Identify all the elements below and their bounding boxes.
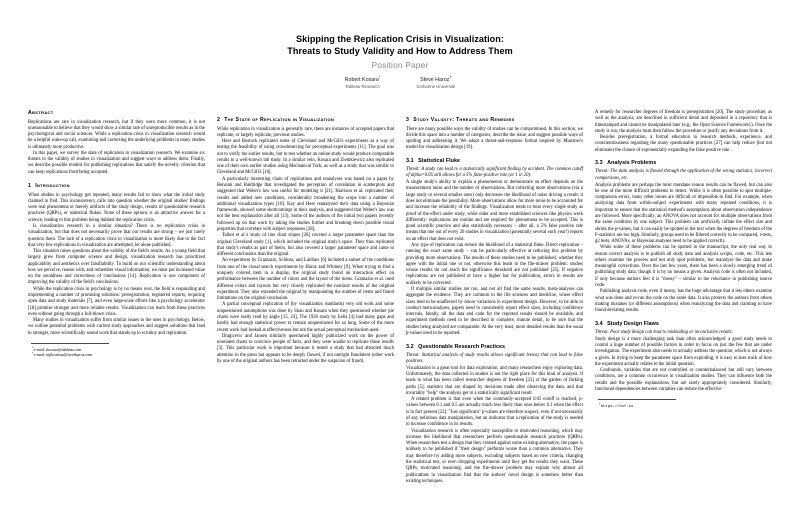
section-paragraph: While the replication crisis in psychology is by no means over, the field is responding and implementing a number of promising solutions: preregistration, registered reports, requiring open data and study materials [7], and even large-scale efforts like a psychology accelerator [18] promise stronger and more reliable results. Visualization can learn from these practices even without going through a full-blown crisis. bbox=[28, 286, 205, 317]
subsection-paragraph: Any type of replication can reduce the likelihood of a statistical fluke. Direct replication – running the exact same study – can be particularly effective at reducing this problem by providing more observations. The results of these studies need to be published, whether they agree with the initial one or not, otherwise this leads to the file-drawer problem: studies whose results do not reach the significance threshold are not published [25]. If negative replications are not published or have a higher bar for publication, errors in results are unlikely to be corrected. bbox=[406, 243, 583, 286]
subsection-paragraph: Analysis problems are perhaps the most mundane reason results can be flawed, but can also be one of the more difficult problems to detect. While it is often possible to spot multiple-comparison errors, many other issues are difficult or impossible to find. For example, when analyzing data from within-subject experiments with many repeated conditions, it is important to ensure that the statistical method's assumptions about observation independence are followed. More specifically, an ANOVA does not account for multiple observations from the same condition by one subject. This problem can artificially inflate the effect size and shrink the p-values, but it can easily be spotted in the text when the degrees of freedom of the F-statistics are too high. Similarly, groups need to be filtered correctly to be compared, t-tests, g2 tests, ANOVAs, or Bayesian analyses need to be applied correctly. bbox=[595, 182, 772, 245]
subsection-title: Study Design Flaws bbox=[607, 320, 659, 327]
subsection-paragraph: If multiple similar studies are run, and not all find the same results, meta-analyses can aggregate the evidence. They are common in the life sciences and medicine, where effect sizes tend to be unaffected by minor variations in experiment design. However, to be able to conduct meta-analyses, papers need to consistently report effect sizes, including confidence intervals. Ideally, all the data and code for the reported results should be available, and experiment methods need to be described in complete, minute detail, to be sure that the studies being analyzed are comparable. At the very least, more detailed results than the usual p-values need to be reported. bbox=[406, 286, 583, 336]
subsection-heading-questionable-research-practices bbox=[406, 344, 583, 350]
abstract-paragraph: Replications are rare in visualization research, but if they were more common, it is not unreasonable to believe that they would show a similar rate of unreproducible results as in the psychological and social sciences. While a replication crisis in visualization research would be a helpful wake-up call, examining and correcting the underlying problems in many studies is ultimately more productive. bbox=[28, 119, 205, 150]
paper-subtitle: Position Paper bbox=[371, 59, 429, 70]
subsection-title: Questionable Research Practices bbox=[418, 343, 506, 350]
subsection-heading-study-design-flaws bbox=[595, 321, 772, 327]
title-line-2: Threats to Study Validity and How to Address Them bbox=[287, 45, 513, 56]
column-2 bbox=[217, 110, 394, 499]
subsection-paragraph: A related problem is that even when the commonly-accepted 0.05 cutoff is reached, p-values between 0.1 and 0.5 are actually much less likely than ones below 0.1 when the effect is in fact present [22]. "Just significant" p-values are therefore suspect, even if not necessarily of any nefarious data manipulation, but an indicator that a replication of the study is needed to increase confidence in its results. bbox=[406, 397, 583, 428]
subsection-title: Statistical Fluke bbox=[418, 158, 461, 165]
section-paragraph: A particularly interesting chain of replications and reanalyses was based on a paper by Rensink and Baldridge that investigated the perception of correlation in scatterplots and suggested that Weber's law was useful for modeling it [21]. Harrison et al. replicated their results and added new conditions, considerably broadening the scope into a number of additional visualization types [10]. Kay and Heer reanalyzed their data using a Bayesian framework, showed some shortcomings in their analysis, and suggested that Weber's law was not the best explanation after all [13]. Some of the authors of the initial two papers recently followed up on that work by taking the studies further and breaking down possible visual properties that correlate with subject responses [28]. bbox=[217, 176, 394, 232]
author-list bbox=[28, 73, 772, 90]
section-paragraph: An experiment by Gramazio, Schloss, and Laidlaw [6] included a subset of the conditions from one of the visual search experiments by Haroz and Whitney [9]. When trying to find a uniquely colored item in a display, the original study found an interaction effect on performance between the number of colors and the layout of the items. Gramazio et al. used different colors and layouts but very closely replicated the nominal results of the original experiment. They also extended the original by manipulating the number of items and found limitations on the original conclusion. bbox=[217, 258, 394, 302]
section-number: 1 bbox=[28, 183, 32, 190]
abstract-paragraph: In this paper, we survey the state of replication in visualization research. We examine six threats to the validity of studies in visualization and suggest ways to address them. Finally, we describe possible models for publishing replications that satisfy the novelty criterion that can keep replications from being accepted. bbox=[28, 150, 205, 175]
subsection-paragraph: Besides preregistration, a formal education in research methods, experience, and conscientiousness regarding the many questionable practices [27] can help reduce (but not eliminate) the chance of exponentially expanding the false positive rate. bbox=[595, 135, 772, 153]
author-entry bbox=[344, 73, 381, 90]
threat-label: Threat: bbox=[406, 352, 420, 358]
footnote-url: https://osf.io bbox=[600, 404, 634, 409]
threat-label: Threat: bbox=[595, 169, 609, 175]
footnote-marker: † bbox=[32, 350, 34, 355]
section-paragraph: When studies in psychology get repeated, many results fail to show what the initial study claimed to find. This inconsistency calls into question whether the original studies' findings were real phenomena or merely artifacts of the study design, results of questionable research practices (QRPs), or statistical flukes. None of these options is an attractive answer for a science, leading to this problem being dubbed the replication crisis. bbox=[28, 192, 205, 223]
section-paragraph: This situation raises questions about the validity of the field's results. As a young field that largely grew from computer science and design, visualization research has prioritized applicability and aesthetics over falsifiability. To build on our scientific understanding about how we perceive, reason with, and remember visual information, we must put increased value on the soundness and correctness of conclusions [14]. Replication is one component of improving the validity of the field's conclusions. bbox=[28, 249, 205, 286]
subsection-paragraph: A single study's ability to explain a phenomenon or demonstrate an effect depends on the measurement noise and the number of observations. But collecting more observations (via a large study or several smaller ones) only decreases the likelihood of noise driving a result; it does not eliminate the possibility. More observations allow for more noise to be accounted for and increase the reliability of the findings. Visualization tends to treat every single study as proof of the effect under study, while older and more established sciences like physics work differently: replications are routine and are required for phenomena to be accepted. This is good scientific practice and also statistically necessary – after all, a 5% false positive rate means that one out of every 20 studies in visualization (potentially several each year!) reports on an effect that does not exist. bbox=[406, 180, 583, 242]
column-4 bbox=[595, 110, 772, 499]
subsection-paragraph: Publishing analysis code, even if messy, has the huge advantage that it lets others examine what was done and re-run the code on the same data. It also protects the authors from others making mistakes (or different assumptions) when reanalyzing the data and claiming to have found deviating results. bbox=[595, 289, 772, 314]
page-title bbox=[235, 34, 565, 57]
author-affiliation: Tableau Research bbox=[345, 83, 380, 89]
section-number: 2 bbox=[217, 117, 221, 123]
section-paragraph: Heer and Bostock replicated some of Cleveland and McGill's experiments as a way of testing the feasibility of using crowdsourcing for perceptual experiments [11]. The goal was not to verify the earlier results, but to test whether an online study would produce comparable results to a well-known lab study. In a similar vein, Kosara and Ziemkiewicz also replicated one of their own earlier studies using Mechanical Turk, as well as a study that was similar to Cleveland and McGill's [16]. bbox=[217, 139, 394, 176]
subsection-heading-statistical-fluke bbox=[406, 158, 583, 164]
threat-text: The data analysis is flawed through the application of the wrong statistics, incorrect comparisons, etc. bbox=[595, 169, 772, 181]
footnote-item bbox=[595, 403, 772, 410]
author-footnote-marker: † bbox=[449, 73, 452, 79]
threat-text: Poor study design can lead to misleading or inconclusive results. bbox=[610, 329, 733, 335]
section-paragraph: A partial conceptual replication of (by visualization standards) very old work and some unquestioned assumptions was done by Skau and Kosara when they questioned whether pie charts were really read by angle [15, 24]. The 1926 study by Eells [4] had many gaps and hardly had enough statistical power to remain unquestioned for so long. Some of the more recent work had looked at effectiveness but not the actual perceptual mechanism used. bbox=[217, 302, 394, 333]
section-heading-introduction bbox=[28, 183, 205, 189]
footnote-rule bbox=[598, 399, 676, 400]
subsection-paragraph: Visualization is a great tool for data exploration, and many researchers enjoy exploring data. Unfortunately, the data collected in studies is not the right place for this kind of analysis. It leads to what has been called researcher degrees of freedom [23] or the garden of forking paths [5]: statistics that are shaped by decisions made after observing the data, and that invariably "help" the analysis get to a statistically significant result. bbox=[406, 365, 583, 396]
threat-text: A study can lead to a statistically significant finding by accident. The common cutoff of alpha=0.05 still allows for a 5% false-positive rate (or 1 in 20). bbox=[406, 167, 584, 179]
abstract-heading: Abstract bbox=[28, 110, 54, 116]
footnote-text: e-mail: rkosara@tableau.com bbox=[33, 346, 82, 352]
subsection-paragraph: Study design is a more challenging task than often acknowledged: a good study needs to control a huge number of possible factors in order to focus on just the few that are under investigation. The experiment also needs to actually address the question, which is not always a given. In trying to keep the parameter space from exploding, it is easy to lose track of how the experiment actually relates to the initial question. bbox=[595, 336, 772, 367]
section-title: Study Validity: Threats and Remedies bbox=[413, 117, 515, 123]
subsection-number: 3.2 bbox=[406, 343, 414, 350]
footnote-marker: * bbox=[32, 345, 34, 350]
subsection-number: 3.1 bbox=[406, 158, 414, 165]
threat-statement bbox=[595, 169, 772, 182]
section-paragraph: There are many possible ways the validity of studies can be compromised. In this section, we divide this space into a number of categories, describe the issue, and suggest possible ways of spotting and addressing it. We adopt a threat-and-response format inspired by Munzner's model for visualization design [19]. bbox=[406, 126, 583, 151]
section-title: The State of Replication in Visualization bbox=[224, 117, 335, 123]
section-title: Introduction bbox=[35, 183, 70, 190]
section-heading-study-validity bbox=[406, 117, 583, 123]
author-name-text: Robert Kosara bbox=[344, 76, 379, 83]
footnote-marker: 1 bbox=[599, 401, 601, 406]
subsection-paragraph: Visualization research is often especially susceptible to motivated reasoning, which may increase the likelihood that researchers perform questionable research practices (QRPs). When researchers test a design that they created against some existing alternative, the paper is unlikely to be published if "their design" performs worse than a common alternative. They may therefore try adding more subjects, excluding subjects based on new criteria, changing the statistical test, or even dropping experiments until they get the results they want. These QRPs, motivated reasoning, and the file-drawer problem may explain why almost all publications in visualization find that the authors' novel design is somehow better than existing techniques. bbox=[406, 428, 583, 484]
section-paragraph: While replication in visualization is generally rare, there are instances of accepted papers that replicate, or largely replicate, previous studies. bbox=[217, 126, 394, 138]
section-heading-state-of-replication bbox=[217, 117, 394, 123]
threat-statement bbox=[406, 167, 583, 180]
column-1 bbox=[28, 110, 205, 499]
footnote-text: e-mail: replication@steveharoz.com bbox=[33, 351, 93, 357]
author-affiliation: Sorbonne Université bbox=[416, 83, 456, 89]
author-name-text: Steve Haroz bbox=[420, 76, 450, 83]
subsection-paragraph: While some of these problems can be spotted in the manuscript, the only real way to ensure correct analysis is to publish all study data and analysis scripts, code, etc. This lets others examine the process and not only spot problems, but reanalyze the data and make meaningful corrections. Over the last few years, there has been a slowly emerging trend of publishing study data, though it is by no means a given. Analysis code is often not included, if only because authors feel it is "messy" – similar to the reluctance in publishing source code. bbox=[595, 245, 772, 289]
threat-label: Threat: bbox=[595, 329, 609, 335]
section-paragraph: Is visualization research in a similar situation? There is no replication crisis in visualization, but that does not necessarily prove that our results are strong – we just rarely question them. The lack of a replication crisis in visualization is more likely due to the fact that very few replications in visualization are attempted, let alone published. bbox=[28, 223, 205, 248]
title-block bbox=[28, 34, 772, 90]
threat-label: Threat: bbox=[406, 167, 420, 173]
column-grid bbox=[28, 110, 772, 499]
column-3 bbox=[406, 110, 583, 499]
subsection-heading-analysis-problems bbox=[595, 160, 772, 166]
section-paragraph: Many studies in visualization suffer from similar issues to the ones in psychology. Below, we outline potential problems with current study approaches and suggest solutions that lead to stronger, more scientifically sound work that stands up to scrutiny and replication. bbox=[28, 318, 205, 336]
author-footnote-marker: * bbox=[378, 73, 381, 79]
subsection-paragraph: Confounds, variables that are not controlled or counterbalanced but still vary between conditions, are a common occurrence in visualization studies. They can influence both the results and the possible explanations, but are rarely appropriately considered. Similarly, functional dependencies between variables can reduce the effective bbox=[595, 368, 772, 392]
subsection-number: 3.4 bbox=[595, 320, 603, 327]
paper-body bbox=[28, 34, 772, 499]
title-line-1: Skipping the Replication Crisis in Visualization: bbox=[296, 34, 504, 44]
section-number: 3 bbox=[406, 117, 410, 123]
section-paragraph: Talbot et al.'s study of line chart slopes [26] covered a larger parameter space than the original Cleveland study [1], which included the original study's space. They thus replicated that study's results as part of theirs, but also covered a larger parameter space and came to different conclusions than the original. bbox=[217, 233, 394, 258]
threat-statement bbox=[406, 353, 583, 366]
threat-text: Statistical analysis of study results allows significant leeway that can lead to false positives. bbox=[406, 352, 583, 364]
subsection-paragraph: A remedy for researcher degrees of freedom is preregistration [20]. The study procedure, as well as the analysis, are described in sufficient detail and deposited in a repository that is timestamped and cannot be manipulated later (e.g., the Open Science Framework1). Once the study is run, the analysis must then follow the procedure or justify any deviations from it. bbox=[595, 110, 772, 134]
subsection-title: Analysis Problems bbox=[607, 160, 657, 167]
author-name bbox=[416, 73, 455, 84]
author-entry bbox=[416, 73, 456, 90]
author-name bbox=[344, 73, 381, 84]
threat-statement bbox=[595, 330, 772, 336]
subsection-number: 3.3 bbox=[595, 160, 603, 167]
footnote-rule bbox=[31, 343, 109, 344]
footnote-item bbox=[28, 352, 205, 357]
section-paragraph: Dragicevic and Jansen similarly questioned highly publicized work on the power of unrelated charts to convince people of facts, and they were unable to replicate those results [3]. This particular work is important because it tested a study that had attracted much attention in the press but appears to be deeply flawed, if not outright fraudulent (other work by one of the original authors has been retracted under the suspicion of fraud). bbox=[217, 333, 394, 364]
